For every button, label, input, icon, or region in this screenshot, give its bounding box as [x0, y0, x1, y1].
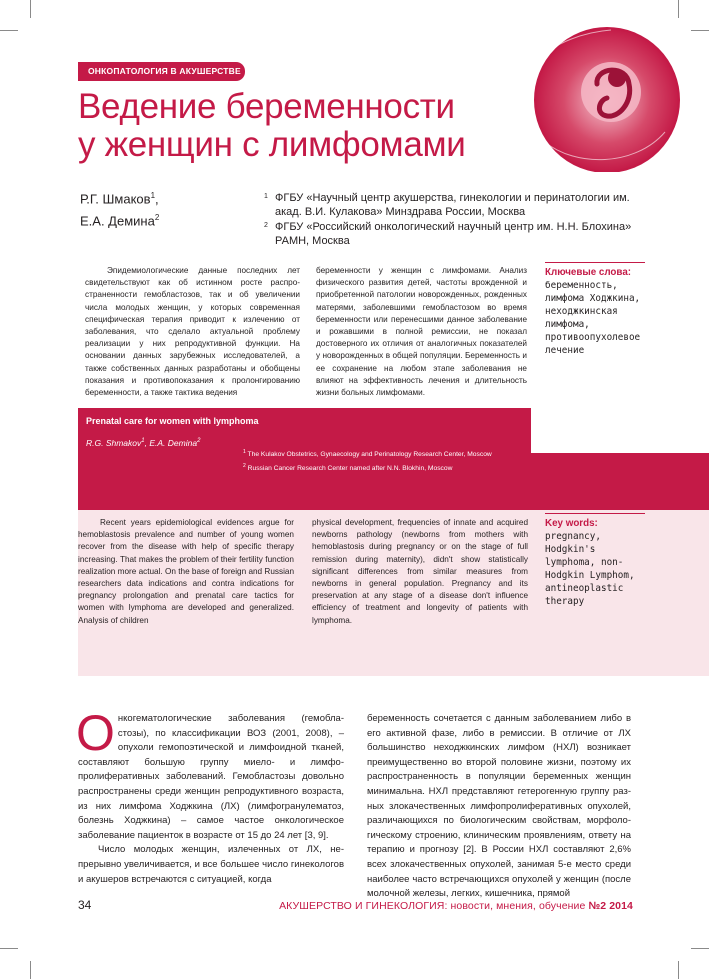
- journal-name: АКУШЕРСТВО И ГИНЕКОЛОГИЯ:: [279, 900, 448, 912]
- keywords-en-list: pregnancy, Hodgkin's lymphoma, non- Hodgkin Lymphom, antineoplastic therapy: [545, 531, 635, 607]
- crop-mark: [678, 961, 679, 979]
- keywords-en: [545, 513, 645, 608]
- crop-mark: [30, 961, 31, 979]
- journal-issue: №2 2014: [588, 900, 633, 912]
- article-title: [78, 88, 518, 164]
- keywords-ru-list: беременность, лимфома Ходжкина, неходжкинская лимфома, противоопухолевое лечение: [545, 280, 641, 356]
- english-title: Prenatal care for women with lymphoma: [86, 416, 259, 426]
- author-2: Е.А. Демина: [80, 213, 155, 229]
- english-author-1-sup: 1: [141, 438, 145, 445]
- author-1-comma: ,: [155, 191, 159, 207]
- abstract-en-col2: physical development, frequencies of innate and acquired newborns pathology (newborns from mothers with hemoblastosis during pregnancy or on the stage of full remission during maternity), didn't show statistically significant differences from similar measures from newborns in general population. Pregnancy and its preservation at any stage of a disease don't influence efficiency of treatment and longevity of patients with lymphoma.: [312, 518, 528, 625]
- keywords-ru-title: Ключевые слова:: [545, 267, 632, 278]
- title-line-1: Ведение беременности: [78, 87, 455, 126]
- body-column-1: [76, 705, 344, 887]
- english-affil-1-sup: 1: [243, 449, 246, 455]
- affiliation-1-sup: 1: [264, 193, 268, 200]
- journal-footer: [279, 900, 633, 912]
- english-affil-2-sup: 2: [243, 462, 246, 469]
- crop-mark: [678, 0, 679, 18]
- english-affiliation-2: [243, 461, 526, 475]
- english-authors: R.G. Shmakov$^1$, E.A. Demina$^2$: [86, 438, 201, 448]
- embryo-illustration: [515, 22, 685, 172]
- page-number: 34: [78, 898, 92, 912]
- keywords-rule: [545, 262, 645, 263]
- affiliation-2: [264, 220, 644, 248]
- english-author-2: E.A. Demina: [149, 438, 198, 448]
- crop-mark: [691, 948, 709, 949]
- english-affiliation-1: [243, 447, 526, 461]
- dropcap: О: [76, 705, 115, 761]
- affiliation-2-text: ФГБУ «Российский онкологический научный центр им. Н.Н. Блохина» РАМН, Москва: [275, 221, 632, 247]
- affiliation-1: [264, 191, 644, 219]
- keywords-en-title: Key words:: [545, 518, 598, 529]
- abstract-en-col1: Recent years epidemiological evidences argue for hemoblastosis prevalence and number of young women recover from the disease with help of specific therapy increasing. That makes the problem of their fertility function realization more actual. On the base of foreign and Russian researchers data indications and contra indications for pregnancy prolongation and prenatal care tactics for women with lymphoma are developed and generalized. Analysis of children: [78, 518, 294, 625]
- author-1-sup: 1: [150, 191, 156, 200]
- section-tag: ОНКОПАТОЛОГИЯ В АКУШЕРСТВЕ: [78, 62, 245, 81]
- authors-ru: [80, 186, 159, 231]
- body-paragraph-1: нкогематологические заболевания (гемобластозы), по классификации ВОЗ (2001, 2008), – опухоли гемопоэтической и лимфоидной тканей, составляют большую группу миело- и лимфопролиферативных заболеваний. Гемобластозы довольно распространены среди женщин репродуктивного возраста, из них лимфома Ходжкина (ЛХ) (лимфогранулематоз, болезнь Ходжкина) – самое частое онкологическое заболевание пациенток в возрасте от 15 до 24 лет [3, 9].: [78, 713, 344, 841]
- crop-mark: [0, 30, 18, 31]
- abstract-ru-col1: Эпидемиологические данные последних лет свидетельствуют как об истинном росте распространенности гемобластозов, так и об увеличении числа молодых женщин, у которых современная специфическая терапия приводит к излечению от заболевания, что сделало актуальной проблему реализации у них репродуктивной функции. На основании данных зарубежных исследователей, а также собственных данных разработаны и обобщены показания и противопоказания к пролонгированию беременности, а также тактика ведения: [85, 266, 300, 398]
- abstract-ru-col2: беременности у женщин с лимфомами. Анализ физического развития детей, частоты врожденной и приобретенной патологии новорожденных, рожденных матерями, заболевшими гемобластозом во время беременности или перенесшими данное заболевание и рожавшими в полной ремиссии, не показал достоверного их отличия от аналогичных показателей у новорожденных в общей популяции. Беременность и ее сохранение на любом этапе заболевания не влияют на эффективность лечения и длительность жизни больных лимфомами.: [316, 266, 527, 398]
- author-1: Р.Г. Шмаков: [80, 191, 151, 207]
- english-title-band: [78, 408, 531, 510]
- body-column-2: беременность сочетается с данным заболеванием либо в его активной фазе, либо в ремиссии. В отличие от ЛХ большинство неходжкинских лимфом (НХЛ) возникает преимущественно во второй половине жизни, поэтому их распространенность в популяции беременных женщин минимальна. НХЛ представляют гетерогенную группу разных злокачественных лимфопролиферативных опухолей, различающихся по биологическим свойствам, морфологическому строению, клиническим проявлениям, ответу на терапию и прогнозу [2]. В России НХЛ составляют 2,6% всех злокачественных опухолей, занимая 5-е место среди наиболее часто встречающихся опухолей у женщин (после молочной железы, легких, кишечника, прямой: [367, 713, 631, 900]
- affiliations-ru: [264, 191, 644, 249]
- english-author-1: R.G. Shmakov: [86, 438, 142, 448]
- crop-mark: [0, 948, 18, 949]
- author-2-sup: 2: [154, 213, 160, 223]
- english-band-extension: [531, 453, 709, 510]
- crop-mark: [30, 0, 31, 18]
- english-affil-1-text: The Kulakov Obstetrics, Gynaecology and Perinatology Research Center, Moscow: [247, 451, 492, 459]
- body-paragraph-2: Число молодых женщин, излеченных от ЛХ, непрерывно увеличивается, и все большее число гинекологов и акушеров встречаются с ситуацией, когда: [78, 844, 344, 885]
- english-affiliations: [243, 447, 526, 474]
- keywords-en-rule: [545, 513, 645, 514]
- journal-subtitle: новости, мнения, обучение: [447, 900, 589, 912]
- crop-mark: [691, 30, 709, 31]
- title-line-2: у женщин с лимфомами: [78, 125, 466, 164]
- english-author-2-sup: 2: [197, 438, 201, 445]
- affiliation-1-text: ФГБУ «Научный центр акушерства, гинекологии и перинатологии им. акад. В.И. Кулакова» Минздрава России, Москва: [275, 192, 630, 218]
- english-affil-2-text: Russian Cancer Research Center named after N.N. Blokhin, Moscow: [247, 464, 453, 472]
- keywords-ru: [545, 262, 645, 357]
- affiliation-2-sup: 2: [264, 222, 268, 229]
